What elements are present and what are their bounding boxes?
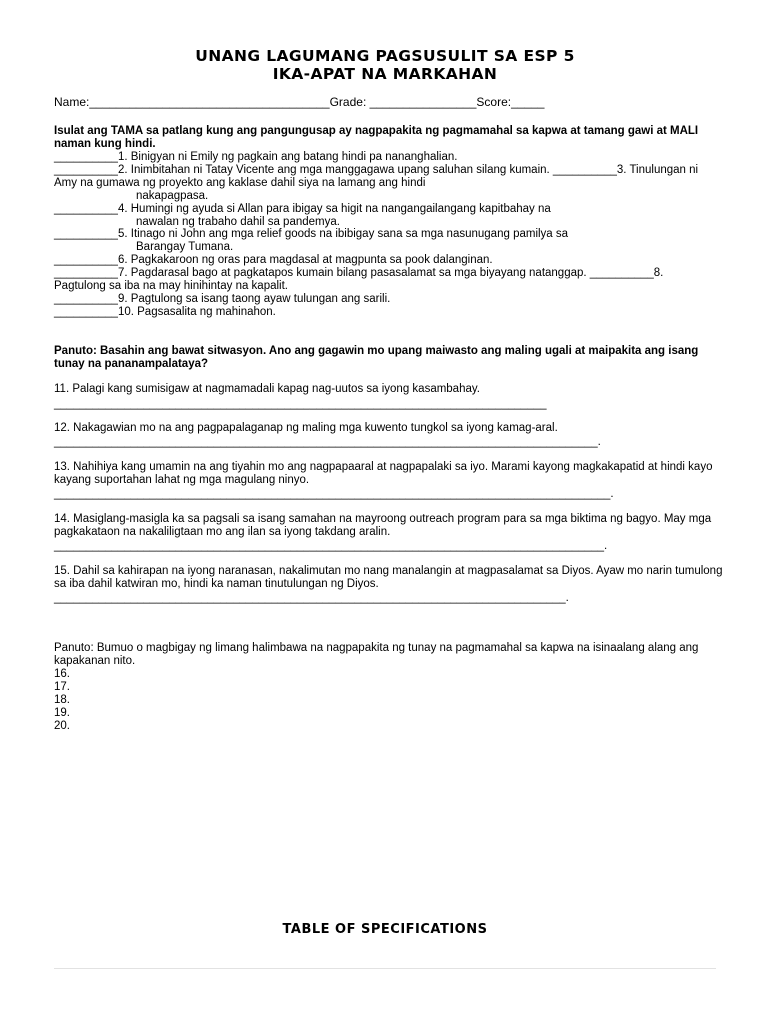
item-line: __________1. Binigyan ni Emily ng pagkain ang batang hindi pa nananghalian. — [54, 151, 458, 163]
exam-title: UNANG LAGUMANG PAGSUSULIT SA ESP 5 — [195, 47, 575, 65]
numbered-item: 20. — [54, 720, 70, 732]
question-line: 11. Palagi kang sumisigaw at nagmamadali kapag nag-uutos sa iyong kasambahay. — [54, 383, 480, 395]
numbered-item: 18. — [54, 694, 70, 706]
item-line: nakapagpasa. — [136, 190, 209, 202]
part3-instruction: Panuto: Bumuo o magbigay ng limang halimbawa na nagpapakita ng tunay na pagmamahal sa kapwa na isinaalang alang ang — [54, 642, 699, 654]
item-line: __________10. Pagsasalita ng mahinahon. — [54, 306, 276, 318]
student-info-line: Name:____________________________________Grade: ________________Score:_____ — [54, 95, 545, 109]
question-line: pagkakataon na nakaliligtaan mo ang ilan sa iyong takdang aralin. — [54, 526, 391, 538]
question-line: kayang suportahan lahat ng mga magulang ninyo. — [54, 474, 310, 486]
numbered-item: 16. — [54, 668, 70, 680]
item-line: __________6. Pagkakaroon ng oras para magdasal at magpunta sa pook dalanginan. — [54, 254, 493, 266]
question-line: 12. Nakagawian mo na ang pagpapalaganap ng maling mga kuwento tungkol sa iyong kamag-aral. — [54, 422, 558, 434]
answer-line: _____________________________________________________________________________________. — [54, 436, 601, 448]
exam-subtitle: IKA-APAT NA MARKAHAN — [272, 65, 498, 83]
item-line: __________9. Pagtulong sa isang taong ayaw tulungan ang sarili. — [54, 293, 391, 305]
question-line: 15. Dahil sa kahirapan na iyong naranasan, nakalimutan mo nang manalangin at magpasalamat sa Diyos. Ayaw mo narin tumulong — [54, 565, 723, 577]
item-line: __________7. Pagdarasal bago at pagkatapos kumain bilang pasasalamat sa mga biyayang natanggap. __________8. — [54, 267, 664, 279]
item-line: Amy na gumawa ng proyekto ang kaklase dahil siya na lamang ang hindi — [54, 177, 426, 189]
item-line: __________5. Itinago ni John ang mga relief goods na ibibigay sana sa mga nasunugang pamilya sa — [54, 228, 569, 240]
part1-instruction: Isulat ang TAMA sa patlang kung ang pangungusap ay nagpapakita ng pagmamahal sa kapwa at tamang gawi at MALI — [54, 125, 699, 137]
item-line: __________2. Inimbitahan ni Tatay Vicente ang mga manggagawa upang saluhan silang kumain. __________3. Tinulungan ni — [54, 164, 699, 176]
question-line: sa iba dahil katwiran mo, hindi ka naman tinutulungan ng Diyos. — [54, 578, 379, 590]
item-line: Pagtulong sa iba na may hinihintay na kapalit. — [54, 280, 288, 292]
answer-line: _______________________________________________________________________________________. — [54, 488, 614, 500]
question-line: 13. Nahihiya kang umamin na ang tiyahin mo ang nagpapaaral at nagpapalaki sa iyo. Marami kayong magkakapatid at hindi kayo — [54, 461, 713, 473]
part2-instruction-cont: tunay na pananampalataya? — [54, 358, 209, 370]
part1-instruction-cont: naman kung hindi. — [54, 138, 156, 150]
answer-line: _____________________________________________________________________________ — [54, 398, 547, 410]
numbered-item: 17. — [54, 681, 70, 693]
answer-line: ______________________________________________________________________________________. — [54, 540, 608, 552]
answer-line: ________________________________________________________________________________. — [54, 592, 569, 604]
section-title: TABLE OF SPECIFICATIONS — [282, 922, 488, 937]
question-line: 14. Masiglang-masigla ka sa pagsali sa isang samahan na mayroong outreach program para sa mga biktima ng bagyo. May mga — [54, 513, 712, 525]
numbered-item: 19. — [54, 707, 70, 719]
item-line: nawalan ng trabaho dahil sa pandemya. — [136, 216, 340, 228]
part2-instruction: Panuto: Basahin ang bawat sitwasyon. Ano ang gagawin mo upang maiwasto ang maling ugali at maipakita ang isang — [54, 345, 699, 357]
item-line: __________4. Humingi ng ayuda si Allan para ibigay sa higit na nangangailangang kapitbahay na — [54, 203, 551, 215]
divider — [54, 968, 716, 969]
part3-instruction-cont: kapakanan nito. — [54, 655, 136, 667]
item-line: Barangay Tumana. — [136, 241, 234, 253]
